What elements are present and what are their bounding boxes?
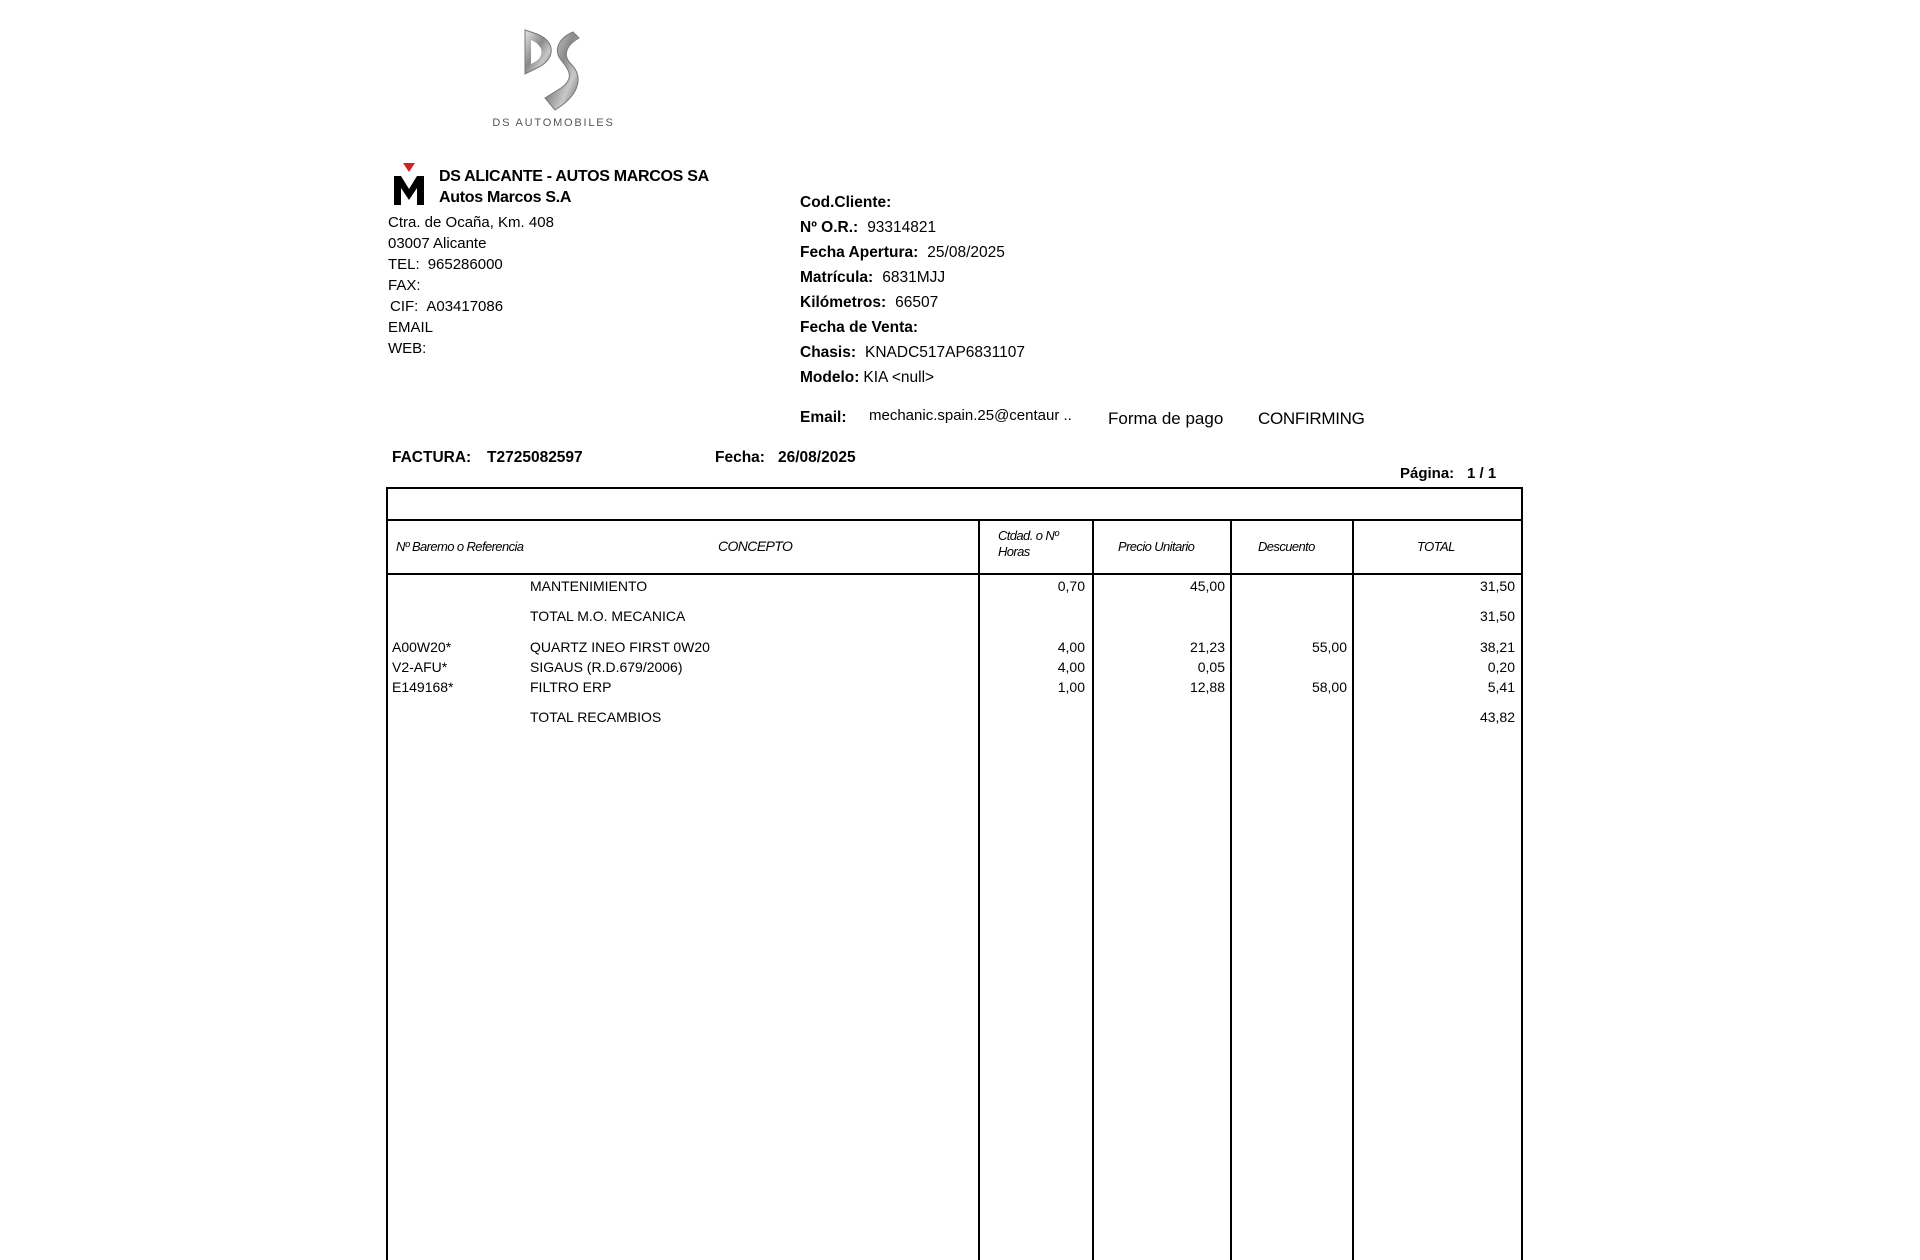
or-value: 93314821: [867, 219, 937, 236]
cif-value: A03417086: [426, 298, 504, 315]
fecha-label: Fecha:: [715, 449, 765, 466]
col-divider-cantidad: [978, 519, 980, 1260]
header-cantidad-line2: Horas: [998, 544, 1030, 559]
row-precio: 45,00: [1189, 578, 1225, 594]
row-descuento: 58,00: [1311, 679, 1347, 695]
header-descuento: Descuento: [1258, 539, 1315, 554]
forma-pago-value: CONFIRMING: [1258, 409, 1365, 428]
autos-marcos-logo: [392, 163, 426, 205]
cod-cliente-label: Cod.Cliente:: [800, 194, 892, 211]
table-top-border: [386, 487, 1523, 489]
table-right-border: [1521, 487, 1523, 1260]
header-precio: Precio Unitario: [1118, 539, 1195, 554]
dealer-address-line2: 03007 Alicante: [388, 235, 487, 252]
client-email: [800, 409, 847, 427]
row-total: 5,41: [1487, 679, 1515, 695]
row-ref: E149168*: [392, 679, 454, 695]
modelo-value: KIA <null>: [863, 369, 935, 386]
row-precio: 12,88: [1189, 679, 1225, 695]
or-label: Nº O.R.:: [800, 219, 859, 236]
dealer-cif: [390, 298, 503, 315]
numero-or: [800, 219, 936, 237]
header-cantidad: [998, 528, 1058, 560]
dealer-web: [388, 340, 426, 357]
row-descuento: 55,00: [1311, 639, 1347, 655]
dealer-address-line1: Ctra. de Ocaña, Km. 408: [388, 214, 554, 231]
web-label: WEB:: [388, 340, 427, 357]
row-concepto: FILTRO ERP: [530, 679, 612, 695]
fecha-apertura-label: Fecha Apertura:: [800, 244, 919, 261]
row-cantidad: 1,00: [1057, 679, 1085, 695]
header-total: TOTAL: [1417, 539, 1455, 554]
matricula-label: Matrícula:: [800, 269, 874, 286]
tel-label: TEL:: [388, 256, 420, 273]
col-divider-total: [1352, 519, 1354, 1260]
row-total: 38,21: [1479, 639, 1515, 655]
matricula-value: 6831MJJ: [882, 269, 946, 286]
dealer-email-label: EMAIL: [388, 319, 434, 336]
factura-label: FACTURA:: [392, 449, 472, 466]
forma-pago-label: Forma de pago: [1108, 409, 1224, 428]
row-concepto: MANTENIMIENTO: [530, 578, 648, 594]
matricula: [800, 269, 945, 287]
fecha-apertura: [800, 244, 1005, 262]
dealer-fax: [388, 277, 421, 294]
row-cantidad: 4,00: [1057, 639, 1085, 655]
ds-automobiles-logo: [515, 28, 590, 112]
factura-number: T2725082597: [487, 449, 583, 466]
chasis-label: Chasis:: [800, 344, 856, 361]
fecha-venta: [800, 319, 918, 337]
col-divider-descuento: [1230, 519, 1232, 1260]
tel-value: 965286000: [427, 256, 503, 273]
pagina-value: 1 / 1: [1467, 465, 1497, 482]
client-email-label: Email:: [800, 409, 847, 426]
row-ref: A00W20*: [392, 639, 452, 655]
dealer-name: DS ALICANTE - AUTOS MARCOS SA: [439, 168, 709, 185]
client-email-value: mechanic.spain.25@centaur ..: [869, 407, 1072, 424]
row-concepto: TOTAL RECAMBIOS: [530, 709, 662, 725]
row-total: 0,20: [1487, 659, 1515, 675]
dealer-tel: [388, 256, 503, 273]
kilometros-label: Kilómetros:: [800, 294, 887, 311]
fecha-apertura-value: 25/08/2025: [927, 244, 1005, 261]
row-total: 31,50: [1479, 608, 1515, 624]
dealer-subname: Autos Marcos S.A: [439, 189, 572, 206]
header-ref: Nº Baremo o Referencia: [396, 539, 524, 554]
row-concepto: QUARTZ INEO FIRST 0W20: [530, 639, 710, 655]
pagina-label: Página:: [1400, 465, 1455, 482]
cif-label: CIF:: [390, 298, 419, 315]
dealer-email: [388, 319, 433, 336]
modelo: [800, 369, 934, 387]
row-cantidad: 0,70: [1057, 578, 1085, 594]
header-concepto: CONCEPTO: [718, 538, 793, 554]
row-total: 43,82: [1479, 709, 1515, 725]
brand-name: DS AUTOMOBILES: [492, 117, 615, 129]
kilometros-value: 66507: [895, 294, 939, 311]
table-left-border: [386, 487, 388, 1260]
row-cantidad: 4,00: [1057, 659, 1085, 675]
row-precio: 0,05: [1197, 659, 1225, 675]
row-ref: V2-AFU*: [392, 659, 448, 675]
row-concepto: SIGAUS (R.D.679/2006): [530, 659, 683, 675]
kilometros: [800, 294, 938, 312]
header-cantidad-line1: Ctdad. o Nº: [998, 528, 1059, 543]
modelo-label: Modelo:: [800, 369, 860, 386]
cod-cliente: [800, 194, 891, 212]
fax-label: FAX:: [388, 277, 421, 294]
chasis: [800, 344, 1025, 362]
row-concepto: TOTAL M.O. MECANICA: [530, 608, 686, 624]
fecha-value: 26/08/2025: [778, 449, 856, 466]
row-precio: 21,23: [1189, 639, 1225, 655]
chasis-value: KNADC517AP6831107: [865, 344, 1025, 361]
col-divider-precio: [1092, 519, 1094, 1260]
fecha-venta-label: Fecha de Venta:: [800, 319, 919, 336]
row-total: 31,50: [1479, 578, 1515, 594]
